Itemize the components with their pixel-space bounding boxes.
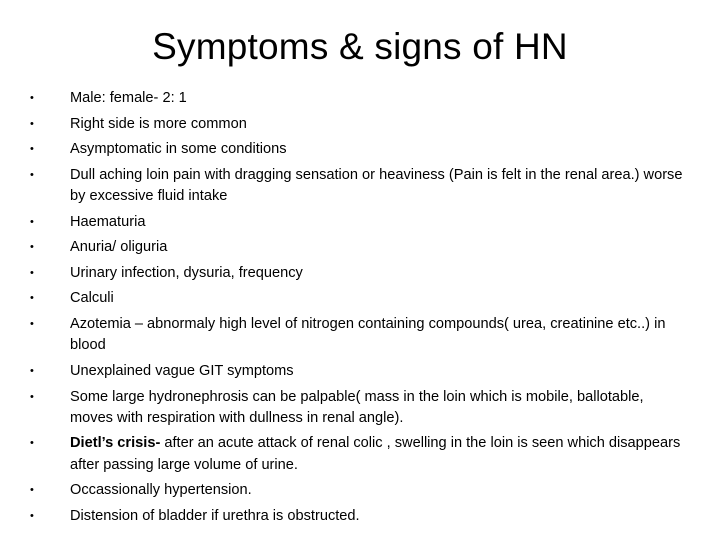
item-text: Unexplained vague GIT symptoms (70, 362, 294, 379)
item-text: Male: female- 2: 1 (70, 90, 187, 106)
bullet-icon: • (30, 215, 34, 228)
item-text: Some large hydronephrosis can be palpable( mass in the loin which is mobile, ballotable, moves with respiration with dullness in renal angle). (70, 388, 644, 426)
item-text: Occassionally hypertension. (70, 482, 252, 499)
item-text: Distension of bladder if urethra is obstructed. (70, 507, 360, 524)
item-text: Anuria/ oliguria (70, 239, 168, 256)
list-item (30, 263, 690, 284)
bullet-icon: • (30, 509, 34, 522)
bullet-icon: • (30, 117, 34, 130)
bullet-icon: • (30, 292, 34, 305)
list-item (30, 237, 690, 258)
bullet-icon: • (30, 241, 34, 254)
bullet-icon: • (30, 390, 34, 403)
bullet-icon: • (30, 92, 34, 104)
item-text: Dull aching loin pain with dragging sensation or heaviness (Pain is felt in the renal area.) worse by excessive fluid intake (70, 166, 683, 205)
bullet-icon: • (30, 318, 34, 331)
list-item (30, 506, 690, 527)
item-text: Urinary infection, dysuria, frequency (70, 264, 303, 281)
list-item (30, 314, 690, 357)
bullet-icon: • (30, 168, 34, 181)
bullet-icon: • (30, 143, 34, 156)
bullet-icon: • (30, 364, 34, 377)
bullet-list (30, 88, 690, 532)
list-item (30, 88, 690, 109)
list-item (30, 165, 690, 208)
item-bold-term: Dietl’s crisis- (70, 435, 161, 452)
list-item (30, 433, 690, 476)
list-item (30, 139, 690, 160)
bullet-icon: • (30, 437, 34, 450)
item-text: Asymptomatic in some conditions (70, 141, 287, 158)
list-item (30, 387, 690, 430)
item-text: after an acute attack of renal colic , swelling in the loin is seen which disappears after passing large volume of urine. (70, 435, 681, 473)
list-item (30, 288, 690, 309)
list-item (30, 212, 690, 233)
item-text: Azotemia – abnormaly high level of nitrogen containing compounds( urea, creatinine etc..) in blood (70, 316, 666, 354)
slide-title: Symptoms & signs of HN (152, 26, 568, 67)
bullet-icon: • (30, 484, 34, 497)
list-item (30, 114, 690, 135)
bullet-icon: • (30, 266, 34, 279)
list-item (30, 361, 690, 382)
list-item (30, 480, 690, 501)
item-text: Right side is more common (70, 115, 247, 132)
item-text: Calculi (70, 290, 114, 307)
item-text: Haematuria (70, 213, 146, 230)
